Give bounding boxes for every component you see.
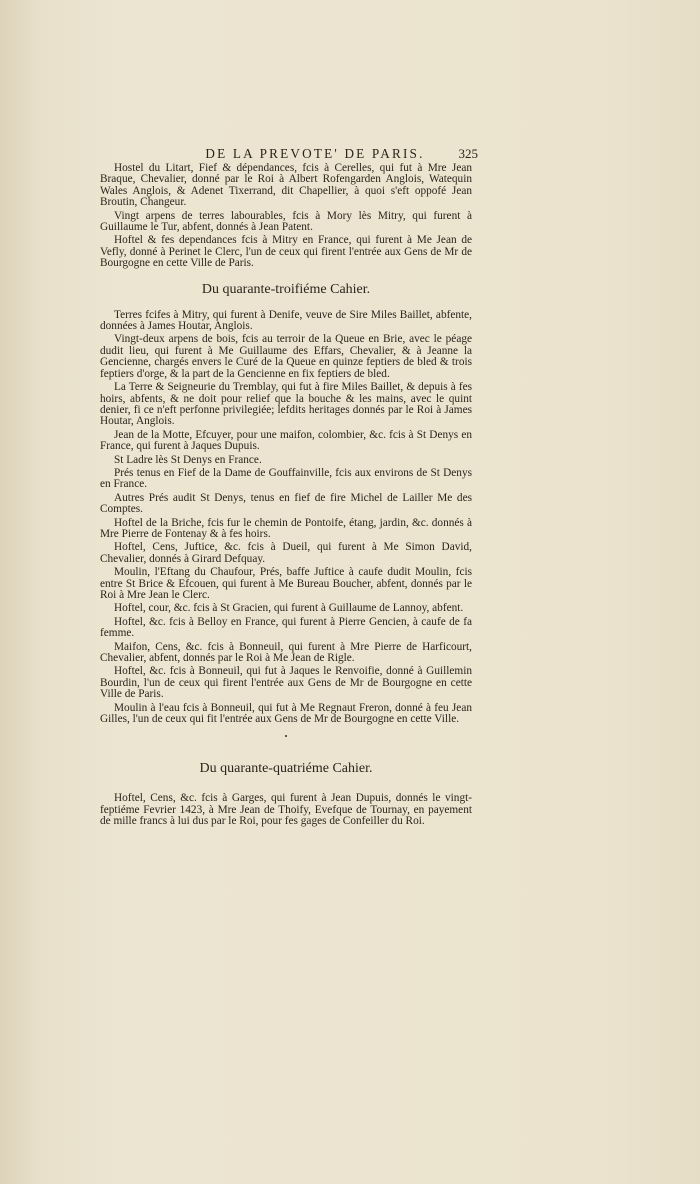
entry: Hoftel & fes dependances fcis à Mitry en France, qui furent à Me Jean de Vefly, donné à Perinet le Clerc, l'un de ceux qui firent l'entrée aux Gens de Mr de Bourgogne en cette Ville de Paris. bbox=[100, 234, 472, 270]
entry: Terres fcifes à Mitry, qui furent à Denife, veuve de Sire Miles Baillet, abfente, données à James Houtar, Anglois. bbox=[100, 308, 472, 333]
entry: Maifon, Cens, &c. fcis à Bonneuil, qui furent à Mre Pierre de Harficourt, Chevalier, abfent, donnés par le Roi à Me Jean de Rigle. bbox=[100, 640, 472, 665]
entry: Moulin à l'eau fcis à Bonneuil, qui fut à Me Regnaut Freron, donné à feu Jean Gilles, l'un de ceux qui fit l'entrée aux Gens de Mr de Bourgogne en cette Ville. bbox=[100, 701, 472, 726]
entry: Hoftel, &c. fcis à Belloy en France, qui furent à Pierre Gencien, à caufe de fa femme. bbox=[100, 615, 472, 640]
entry: Moulin, l'Eftang du Chaufour, Prés, baffe Juftice à caufe dudit Moulin, fcis entre St Brice & Efcouen, qui furent à Me Bureau Boucher, abfent, donnés par le Roi à Mre Jean le Clerc. bbox=[100, 566, 472, 601]
entry: Prés tenus en Fief de la Dame de Gouffainville, fcis aux environs de St Denys en France. bbox=[100, 466, 472, 491]
ornament-dot: • bbox=[284, 732, 288, 742]
section-title-44: Du quarante-quatriéme Cahier. bbox=[199, 761, 373, 777]
entry: Hoftel, &c. fcis à Bonneuil, qui fut à Jaques le Renvoifie, donné à Guillemin Bourdin, l'un de ceux qui firent l'entrée aux Gens de Mr de Bourgogne en cette Ville de Paris. bbox=[100, 665, 472, 701]
entry: Jean de la Motte, Efcuyer, pour une maifon, colombier, &c. fcis à St Denys en France, qui furent à Jaques Dupuis. bbox=[100, 428, 472, 453]
entry: La Terre & Seigneurie du Tremblay, qui fut à fire Miles Baillet, & depuis à fes hoirs, abfents, & ne doit pour relief que la bouche & les mains, avec le quint denier, fi ce n'eft perfonne privilegiée; lefdits heritages donnés par le Roi à James Houtar, Anglois. bbox=[100, 381, 472, 428]
entry: Autres Prés audit St Denys, tenus en fief de fire Michel de Lailler Me des Comptes. bbox=[100, 491, 472, 516]
page-number: 325 bbox=[458, 146, 478, 161]
entry: Hostel du Litart, Fief & dépendances, fcis à Cerelles, qui fut à Mre Jean Braque, Chevalier, donné par le Roi à Albert Rofengarden Anglois, Watequin Wales Anglois, & Adenet Tixerrand, dit Chapellier, à quoi s'eft oppofé Jean Broutin, Changeur. bbox=[100, 162, 472, 209]
entry: Hoftel de la Briche, fcis fur le chemin de Pontoife, étang, jardin, &c. donnés à Mre Pierre de Fontenay & à fes hoirs. bbox=[100, 516, 472, 540]
running-title: DE LA PREVOTE' DE PARIS. bbox=[205, 146, 425, 161]
entry: St Ladre lès St Denys en France. bbox=[114, 453, 262, 466]
entry: Hoftel, Cens, &c. fcis à Garges, qui furent à Jean Dupuis, donnés le vingt-feptiéme Fevrier 1423, à Mre Jean de Thoify, Evefque de Tournay, en payement de mille francs à lui dus par le Roi, pour fes gages de Confeiller du Roi. bbox=[100, 792, 472, 828]
page-body bbox=[100, 163, 472, 830]
entry: Vingt arpens de terres labourables, fcis à Mory lès Mitry, qui furent à Guillaume le Tur, abfent, donnés à Jean Patent. bbox=[100, 209, 472, 234]
entry: Vingt-deux arpens de bois, fcis au terroir de la Queue en Brie, avec le péage dudit lieu, qui furent à Me Guillaume des Effars, Chevalier, & à Jeanne la Gencienne, chargés envers le Curé de la Queue en quinze feptiers de bled & trois feptiers d'orge, & la part de la Gencienne en fix feptiers de bled. bbox=[100, 333, 472, 380]
entry: Hoftel, cour, &c. fcis à St Gracien, qui furent à Guillaume de Lannoy, abfent. bbox=[114, 602, 464, 615]
entry: Hoftel, Cens, Juftice, &c. fcis à Dueil, qui furent à Me Simon David, Chevalier, donnés à Girard Defquay. bbox=[100, 541, 472, 565]
section-title-43: Du quarante-troifiéme Cahier. bbox=[201, 281, 371, 297]
